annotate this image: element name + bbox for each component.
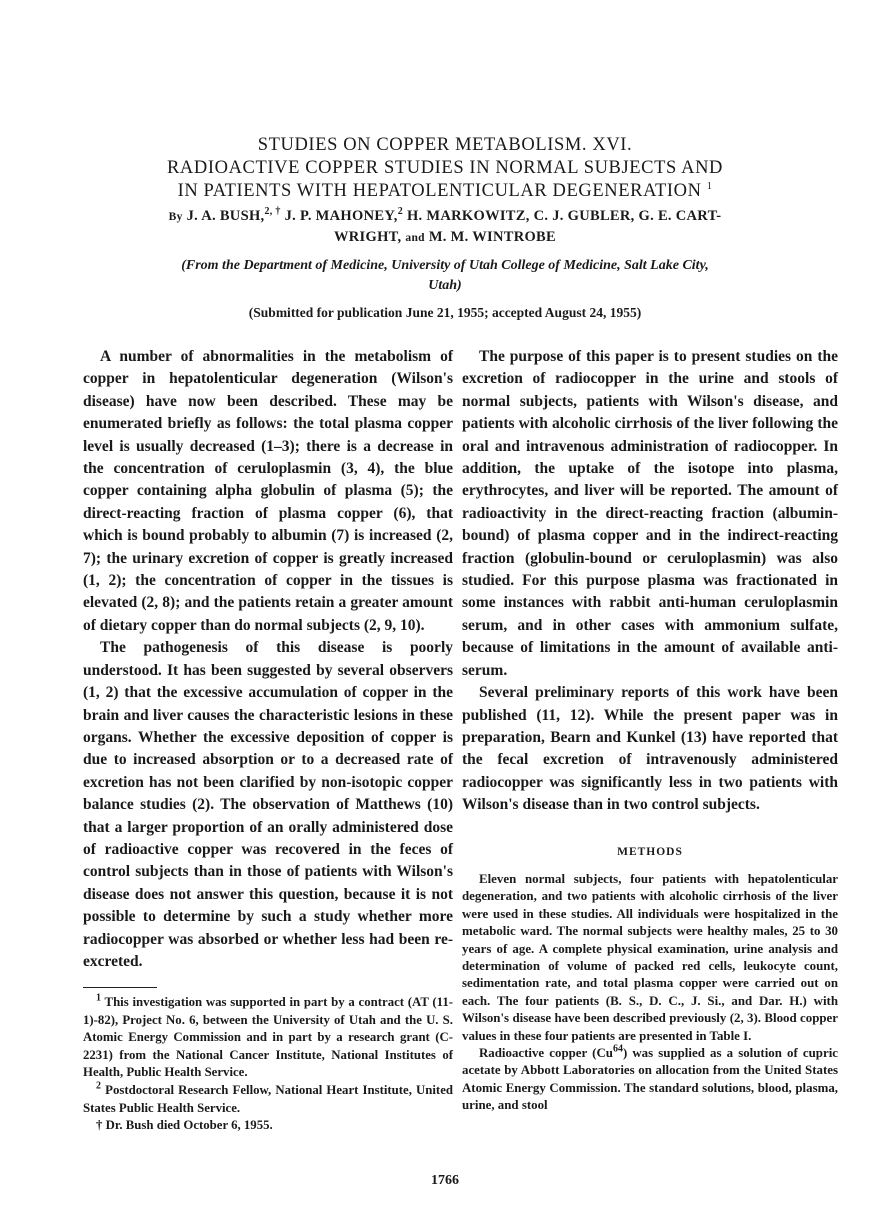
preliminary-reports-paragraph: Several preliminary reports of this work have been published (11, 12). While the present paper was in preparation, Bearn and Kunkel (13) have reported that the fecal excretion of intravenously administered radiocopper was significantly less in two patients with Wilson's disease than in two control subjects.: [462, 684, 838, 814]
methods-section: [462, 871, 838, 1115]
methods-paragraph-2: [462, 1045, 838, 1115]
right-column: [462, 346, 838, 817]
author-wintrobe: M. M. WINTROBE: [428, 229, 557, 245]
affiliation-line-1: (From the Department of Medicine, University of Utah College of Medicine, Salt Lake City,: [181, 258, 709, 273]
author-mahoney-marks: 2: [397, 206, 404, 218]
methods-p2-rest: ) was supplied as a solution of cupric acetate by Abbott Laboratories on allocation from the United States Atomic Energy Commission. The standard solutions, blood, plasma, urine, and stool: [462, 1046, 838, 1113]
intro-paragraph-1: A number of abnormalities in the metabolism of copper in hepatolenticular degeneration (Wilson's disease) have now been described. These may be enumerated briefly as follows: the total plasma copper level is usually decreased (1–3); there is a decrease in the concentration of ceruloplasmin (3, 4), the blue copper containing alpha globulin of plasma (5); the direct-reacting fraction of plasma copper (6), that which is bound probably to albumin (7) is increased (2, 7); the urinary excretion of copper is greatly increased (1, 2); the concentration of copper in the tissues is elevated (2, 8); and the patients retain a greater amount of dietary copper than do normal subjects (2, 9, 10).: [83, 348, 453, 634]
author-list: [0, 206, 890, 248]
affiliation: [0, 256, 890, 296]
title-footnote-mark: 1: [706, 180, 713, 192]
isotope-superscript: 64: [612, 1043, 623, 1055]
page-number: 1766: [431, 1173, 459, 1188]
footnote-divider: [83, 987, 157, 988]
author-bush: J. A. BUSH,: [186, 208, 265, 224]
footnotes: [83, 994, 453, 1135]
methods-p2-start: Radioactive copper (Cu: [479, 1046, 613, 1061]
author-line-1: [0, 206, 890, 227]
purpose-paragraph: The purpose of this paper is to present studies on the excretion of radiocopper in the urine and stools of normal subjects, patients with Wilson's disease, and patients with alcoholic cirrhosis of the liver following the oral and intravenous administration of radiocopper. In addition, the uptake of the isotope into plasma, erythrocytes, and liver will be reported. The amount of radioactivity in the direct-reacting fraction (albumin-bound) of plasma copper and in the indirect-reacting fraction (globulin-bound or ceruloplasmin) was also studied. For this purpose plasma was fractionated in some instances with rabbit anti-human ceruloplasmin serum, and in other cases with ammonium sulfate, because of limitations in the amount of available anti-serum.: [462, 348, 838, 679]
methods-paragraph-1: Eleven normal subjects, four patients with hepatolenticular degeneration, and two patients with alcoholic cirrhosis of the liver were used in these studies. All individuals were hospitalized in the metabolic ward. The normal subjects were healthy males, 25 to 30 years of age. A complete physical examination, urine analysis and determination of volume of packed red cells, leukocyte count, sedimentation rate, and total plasma copper were carried out on each. The four patients (B. S., D. C., J. Si., and Dar. H.) with Wilson's disease have been described previously (2, 3). Blood copper values in these four patients are presented in Table I.: [462, 872, 838, 1043]
author-bush-marks: 2, †: [264, 206, 281, 218]
footnote-1: [83, 994, 453, 1082]
footnote-1-text: This investigation was supported in part by a contract (AT (11-1)-82), Project No. 6, between the University of Utah and the U. S. Atomic Energy Commission and in part by a research grant (C-2231) from the National Cancer Institute, National Institutes of Health, Public Health Service.: [83, 995, 454, 1080]
footnote-3-mark: †: [96, 1118, 103, 1133]
author-by: By: [168, 211, 183, 223]
footnote-2-text: Postdoctoral Research Fellow, National Heart Institute, United States Public Health Service.: [83, 1082, 453, 1115]
author-line-2: [0, 227, 890, 248]
title-line-2: RADIOACTIVE COPPER STUDIES IN NORMAL SUBJECTS AND: [166, 158, 723, 178]
title-line-1: STUDIES ON COPPER METABOLISM. XVI.: [257, 135, 633, 155]
footnote-2: [83, 1082, 453, 1117]
title-line-3: [0, 180, 890, 203]
paper-title: [0, 134, 890, 203]
footnote-3-text: Dr. Bush died October 6, 1955.: [105, 1118, 273, 1133]
author-and: and: [405, 232, 425, 244]
intro-paragraph-2: The pathogenesis of this disease is poorly understood. It has been suggested by several observers (1, 2) that the excessive accumulation of copper in the brain and liver causes the characteristic lesions in these organs. Whether the excessive deposition of copper is due to increased absorption or to a decreased rate of excretion has not been clarified by non-isotopic copper balance studies (2). The observation of Matthews (10) that a larger proportion of an orally administered dose of radioactive copper was recovered in the feces of control subjects than in those of patients with Wilson's disease does not answer this question, because it is not possible to determine by such a study whether more radiocopper was absorbed or whether less had been re-excreted.: [83, 639, 453, 970]
author-cartwright: WRIGHT,: [333, 229, 402, 245]
author-mahoney: J. P. MAHONEY,: [284, 208, 398, 224]
footnote-3: [83, 1117, 453, 1135]
footnote-2-mark: 2: [96, 1080, 101, 1092]
title-line-3-text: IN PATIENTS WITH HEPATOLENTICULAR DEGENERATION: [177, 181, 702, 201]
footnote-1-mark: 1: [96, 992, 101, 1004]
affiliation-line-2: Utah): [428, 278, 462, 293]
methods-heading: METHODS: [617, 846, 683, 858]
left-column: [83, 346, 453, 973]
author-rest: H. MARKOWITZ, C. J. GUBLER, G. E. CART-: [406, 208, 722, 224]
submission-dates: (Submitted for publication June 21, 1955; accepted August 24, 1955): [248, 305, 642, 320]
